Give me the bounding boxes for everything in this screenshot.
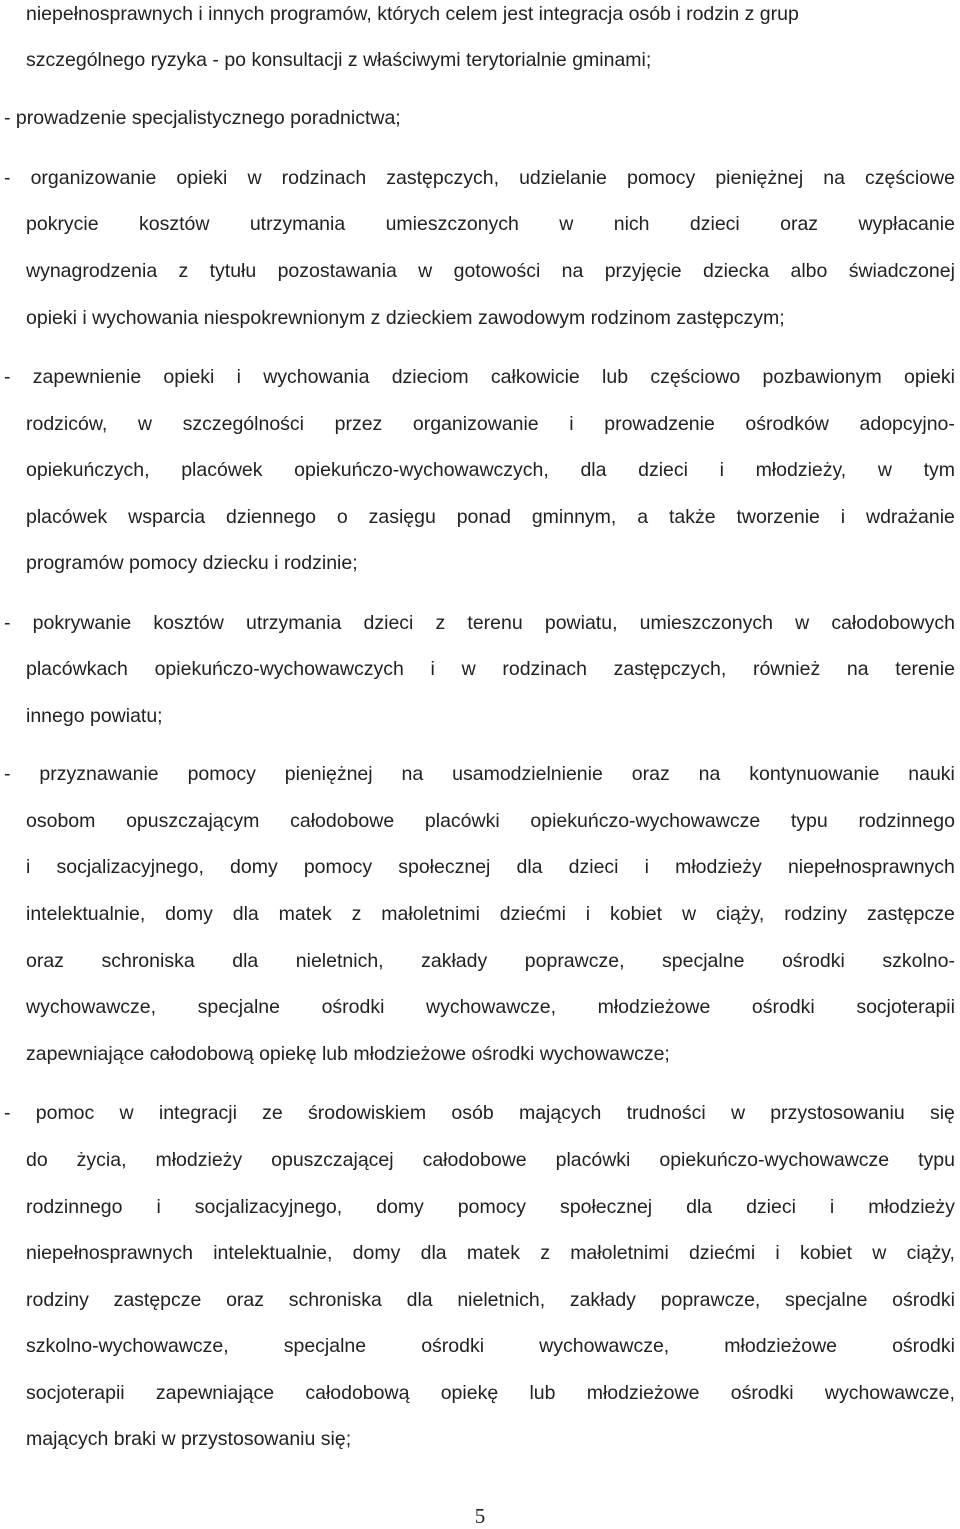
text-line: rodzinnego i socjalizacyjnego, domy pomocy społecznej dla dzieci i młodzieży: [26, 1196, 955, 1218]
text-line: placówkach opiekuńczo-wychowawczych i w rodzinach zastępczych, również na terenie: [26, 658, 955, 680]
text-line: opiekuńczych, placówek opiekuńczo-wychowawczych, dla dzieci i młodzieży, w tym: [26, 459, 955, 481]
text-line: - zapewnienie opieki i wychowania dzieciom całkowicie lub częściowo pozbawionym opieki: [4, 366, 955, 388]
text-line: i socjalizacyjnego, domy pomocy społecznej dla dzieci i młodzieży niepełnosprawnych: [26, 856, 955, 878]
text-line: szkolno-wychowawcze, specjalne ośrodki wychowawcze, młodzieżowe ośrodki: [26, 1335, 955, 1357]
text-line: oraz schroniska dla nieletnich, zakłady poprawcze, specjalne ośrodki szkolno-: [26, 950, 955, 972]
text-line: placówek wsparcia dziennego o zasięgu ponad gminnym, a także tworzenie i wdrażanie: [26, 506, 955, 528]
text-line: niepełnosprawnych intelektualnie, domy dla matek z małoletnimi dziećmi i kobiet w ciąży,: [26, 1242, 955, 1264]
text-line: - organizowanie opieki w rodzinach zastępczych, udzielanie pomocy pieniężnej na częściowe: [4, 167, 955, 189]
text-line: - prowadzenie specjalistycznego poradnictwa;: [4, 107, 401, 129]
text-line: programów pomocy dziecku i rodzinie;: [26, 552, 358, 574]
text-line: wychowawcze, specjalne ośrodki wychowawcze, młodzieżowe ośrodki socjoterapii: [26, 996, 955, 1018]
text-line: zapewniające całodobową opiekę lub młodzieżowe ośrodki wychowawcze;: [26, 1043, 670, 1065]
text-line: rodziny zastępcze oraz schroniska dla nieletnich, zakłady poprawcze, specjalne ośrodki: [26, 1289, 955, 1311]
text-line: osobom opuszczającym całodobowe placówki opiekuńczo-wychowawcze typu rodzinnego: [26, 810, 955, 832]
page-number: 5: [474, 1504, 486, 1528]
text-line: niepełnosprawnych i innych programów, których celem jest integracja osób i rodzin z grup: [26, 3, 799, 25]
text-line: - przyznawanie pomocy pieniężnej na usamodzielnienie oraz na kontynuowanie nauki: [4, 763, 955, 785]
text-line: - pokrywanie kosztów utrzymania dzieci z terenu powiatu, umieszczonych w całodobowych: [4, 612, 955, 634]
text-line: szczególnego ryzyka - po konsultacji z właściwymi terytorialnie gminami;: [26, 49, 652, 71]
text-line: intelektualnie, domy dla matek z małoletnimi dziećmi i kobiet w ciąży, rodziny zastępcze: [26, 903, 955, 925]
text-line: mających braki w przystosowaniu się;: [26, 1428, 352, 1450]
text-line: do życia, młodzieży opuszczającej całodobowe placówki opiekuńczo-wychowawcze typu: [26, 1149, 955, 1171]
text-line: - pomoc w integracji ze środowiskiem osób mających trudności w przystosowaniu się: [4, 1102, 955, 1124]
text-line: rodziców, w szczególności przez organizowanie i prowadzenie ośrodków adopcyjno-: [26, 413, 955, 435]
text-line: innego powiatu;: [26, 705, 163, 727]
text-line: pokrycie kosztów utrzymania umieszczonych w nich dzieci oraz wypłacanie: [26, 213, 955, 235]
text-line: opieki i wychowania niespokrewnionym z dzieckiem zawodowym rodzinom zastępczym;: [26, 307, 785, 329]
text-line: wynagrodzenia z tytułu pozostawania w gotowości na przyjęcie dziecka albo świadczonej: [26, 260, 955, 282]
text-line: socjoterapii zapewniające całodobową opiekę lub młodzieżowe ośrodki wychowawcze,: [26, 1382, 955, 1404]
